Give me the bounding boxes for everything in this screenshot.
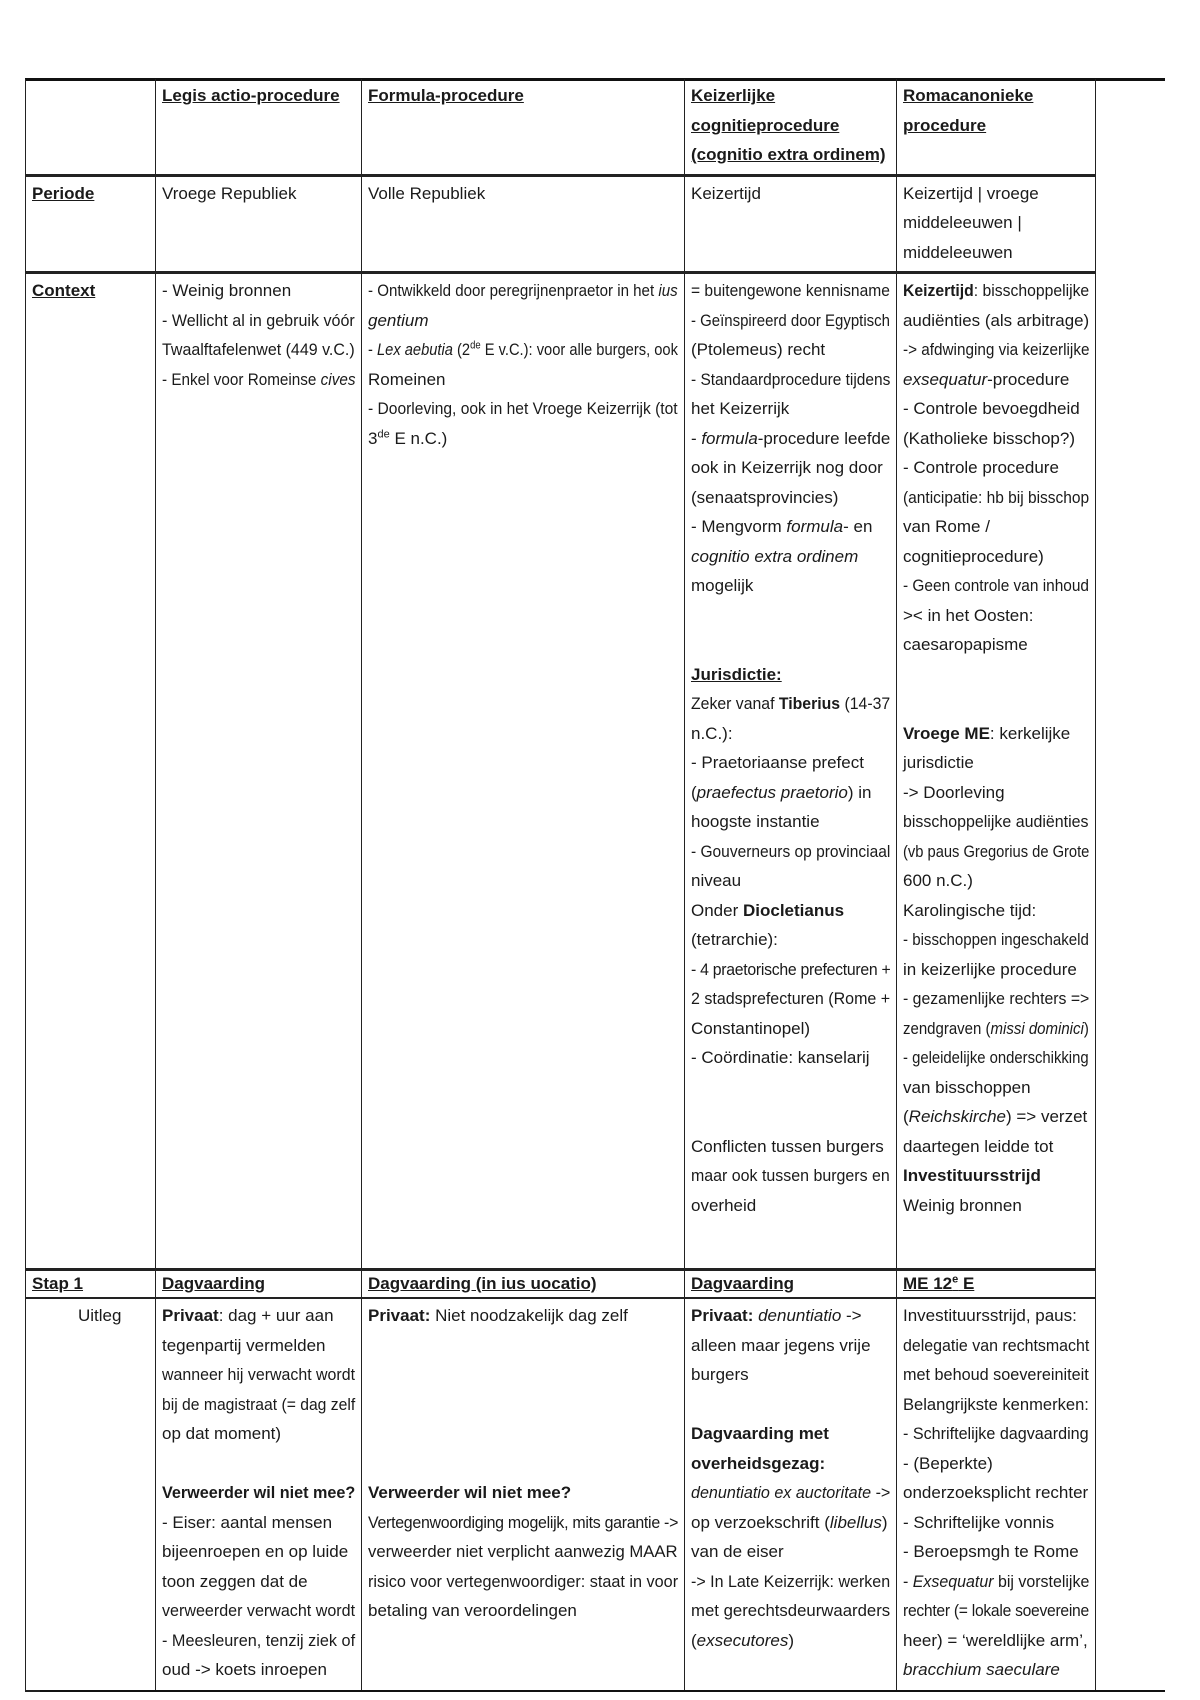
text-line: cognitio extra ordinem — [691, 546, 859, 566]
procedure-comparison-table — [25, 79, 1096, 1692]
text-segment: -> — [841, 1306, 862, 1325]
text-line: verweerder verwacht wordt — [162, 1601, 356, 1620]
header-legis-actio: Legis actio-procedure — [156, 79, 362, 175]
text-line — [368, 424, 678, 454]
text-line: wanneer hij verwacht wordt — [162, 1365, 356, 1384]
spacer — [691, 601, 890, 660]
text-line: met behoud soevereiniteit — [903, 1365, 1089, 1384]
header-line: Romacanonieke — [903, 86, 1034, 105]
periode-formula: Volle Republiek — [362, 175, 685, 273]
text-line: (tetrarchie): — [691, 930, 778, 949]
text-line: - Beroepsmgh te Rome — [903, 1542, 1079, 1561]
text-line: Romeinen — [368, 369, 446, 389]
text-line — [903, 365, 1089, 395]
text-line: -> Doorleving — [903, 782, 1005, 802]
text-line — [691, 424, 890, 454]
text-line: - Eiser: aantal mensen — [162, 1512, 333, 1532]
text-line: overheid — [691, 1195, 757, 1215]
text-segment: ) — [881, 1512, 888, 1532]
text-line: op dat moment) — [162, 1424, 282, 1443]
header-row — [26, 79, 1096, 175]
text-line: - Controle procedure — [903, 458, 1059, 477]
text-line: ook in Keizerrijk nog door — [691, 458, 883, 477]
text-line: - Standaardprocedure tijdens — [691, 369, 891, 389]
periode-legis-actio: Vroege Republiek — [156, 175, 362, 273]
text-line: - Schriftelijke vonnis — [903, 1512, 1055, 1532]
spacer — [368, 1331, 678, 1390]
text-line: Weinig bronnen — [903, 1195, 1022, 1215]
text-line: hoogste instantie — [691, 812, 820, 831]
subheading: Verweerder wil niet mee? — [162, 1483, 356, 1502]
subheading: Dagvaarding met — [691, 1424, 829, 1443]
text-segment: Privaat: — [368, 1306, 431, 1325]
text-segment: Diocletianus — [742, 900, 845, 920]
bottom-rule — [40, 1690, 1165, 1692]
subheading: overheidsgezag: — [691, 1453, 826, 1473]
text-line: bisschoppelijke audiënties — [903, 812, 1089, 831]
text-line: niveau — [691, 871, 742, 890]
spacer — [368, 1390, 678, 1449]
text-line: het Keizerrijk — [691, 399, 790, 418]
text-line: middeleeuwen — [903, 242, 1013, 262]
text-segment: - — [903, 1571, 913, 1591]
header-line: cognitieprocedure — [691, 115, 840, 135]
text-segment: Reichskirche — [908, 1107, 1006, 1126]
stap1-legis-actio: Dagvaarding — [156, 1270, 362, 1299]
text-line: oud -> koets inroepen — [162, 1660, 327, 1679]
text-line: Investituursstrijd — [903, 1166, 1041, 1185]
header-line: Keizerlijke — [691, 86, 776, 105]
text-segment: ius — [658, 281, 678, 300]
text-segment: - Enkel voor Romeinse — [162, 369, 321, 389]
header-line: (cognitio extra ordinem) — [691, 145, 886, 164]
header-line: procedure — [903, 115, 987, 135]
text-line: bracchium saeculare — [903, 1660, 1060, 1679]
text-line — [691, 1478, 890, 1508]
text-segment: Lex aebutia — [376, 340, 453, 359]
text-line: rechter (= lokale soevereine — [903, 1601, 1089, 1620]
text-line: Keizertijd | vroege — [903, 183, 1039, 203]
text-line: van bisschoppen — [903, 1077, 1031, 1097]
text-line: caesaropapisme — [903, 635, 1028, 654]
text-line: 2 stadsprefecturen (Rome + — [691, 989, 891, 1008]
text-line: middeleeuwen | — [903, 213, 1022, 232]
text-segment: Exsequatur — [912, 1571, 994, 1591]
text-line: Conflicten tussen burgers — [691, 1136, 884, 1156]
context-formula — [362, 273, 685, 1270]
text-segment: - Ontwikkeld door peregrijnenpraetor in het — [368, 281, 659, 300]
text-segment: missi dominici — [990, 1018, 1084, 1038]
jurisdictie-heading: Jurisdictie: — [691, 664, 782, 684]
superscript: de — [470, 339, 481, 352]
text-line: - 4 praetorische prefecturen + — [691, 959, 891, 979]
text-segment: op verzoekschrift ( — [691, 1512, 830, 1532]
header-romacanonieke — [897, 79, 1096, 175]
text-line: 600 n.C.) — [903, 871, 973, 890]
text-line: burgers — [691, 1365, 749, 1384]
spacer — [162, 1449, 355, 1479]
text-line — [162, 365, 355, 395]
text-line: tegenpartij vermelden — [162, 1335, 326, 1355]
header-cognitio — [685, 79, 897, 175]
text-segment: ( — [691, 1630, 697, 1650]
text-line: - Praetoriaanse prefect — [691, 753, 864, 772]
text-line: cognitieprocedure) — [903, 546, 1044, 566]
text-line: gentium — [368, 310, 429, 330]
text-line: (vb paus Gregorius de Grote — [903, 841, 1090, 861]
text-segment: exsecutores — [696, 1630, 789, 1650]
text-line: -> In Late Keizerrijk: werken — [691, 1571, 891, 1591]
text-line: jurisdictie — [903, 753, 974, 772]
text-segment: -> — [871, 1483, 891, 1502]
text-segment: Privaat — [162, 1306, 219, 1325]
stap1-row — [26, 1270, 1096, 1299]
text-line — [162, 1301, 355, 1331]
text-line: - Wellicht al in gebruik vóór — [162, 310, 355, 330]
text-line — [691, 1508, 890, 1538]
text-line — [691, 512, 890, 542]
text-line: audiënties (als arbitrage) — [903, 310, 1090, 330]
text-segment: Privaat: — [691, 1306, 754, 1325]
periode-row — [26, 175, 1096, 273]
text-segment: denuntiatio — [753, 1306, 842, 1325]
text-line: daartegen leidde tot — [903, 1136, 1054, 1156]
text-segment: E — [958, 1274, 975, 1293]
text-line: van de eiser — [691, 1542, 784, 1561]
uitleg-cognitio — [685, 1298, 897, 1691]
periode-cognitio: Keizertijd — [685, 175, 897, 273]
text-line: Vertegenwoordiging mogelijk, mits garantie -> — [368, 1512, 679, 1532]
text-segment: ( — [903, 1107, 909, 1126]
text-line: - geleidelijke onderschikking — [903, 1048, 1089, 1067]
text-line: Belangrijkste kenmerken: — [903, 1394, 1089, 1414]
uitleg-formula — [362, 1298, 685, 1691]
row-label-periode: Periode — [26, 175, 156, 273]
stap1-cognitio: Dagvaarding — [685, 1270, 897, 1299]
text-segment: formula — [701, 428, 758, 448]
text-line — [903, 719, 1089, 749]
text-segment: Vroege ME — [903, 723, 990, 743]
stap1-formula: Dagvaarding (in ius uocatio) — [362, 1270, 685, 1299]
text-segment: : dag + uur aan — [218, 1306, 334, 1325]
text-segment: : bisschoppelijke — [973, 281, 1090, 300]
text-line — [368, 1301, 678, 1331]
text-line: mogelijk — [691, 576, 754, 595]
text-segment: exsequatur — [903, 369, 988, 389]
spacer — [903, 660, 1089, 719]
superscript: de — [377, 427, 390, 440]
stap1-romacanonieke — [897, 1270, 1096, 1299]
text-segment: -procedure — [987, 369, 1070, 389]
text-segment: zendgraven ( — [903, 1018, 991, 1038]
text-line: toon zeggen dat de — [162, 1571, 308, 1591]
text-segment: bij vorstelijke — [993, 1571, 1090, 1591]
text-line: - Coördinatie: kanselarij — [691, 1048, 870, 1067]
text-line: - Controle bevoegdheid — [903, 399, 1080, 418]
text-segment: cives — [320, 369, 356, 389]
superscript: e — [952, 1273, 959, 1286]
subheading: Verweerder wil niet mee? — [368, 1483, 572, 1502]
text-line: Constantinopel) — [691, 1018, 811, 1038]
text-line: Karolingische tijd: — [903, 900, 1037, 920]
text-segment: 3 — [368, 428, 378, 448]
text-segment: ) => verzet — [1005, 1107, 1088, 1126]
text-line: bijeenroepen en op luide — [162, 1542, 349, 1561]
text-line: - bisschoppen ingeschakeld — [903, 930, 1089, 949]
context-legis-actio — [156, 273, 362, 1270]
text-line: -> afdwinging via keizerlijke — [903, 340, 1090, 359]
text-segment: libellus — [829, 1512, 882, 1532]
row-label-uitleg: Uitleg — [26, 1298, 156, 1691]
text-line: heer) = ‘wereldlijke arm’, — [903, 1630, 1088, 1650]
text-segment: Keizertijd — [903, 281, 974, 300]
text-segment: ( — [691, 782, 697, 802]
text-line: onderzoeksplicht rechter — [903, 1483, 1089, 1502]
text-line: - Gouverneurs op provinciaal — [691, 841, 891, 861]
header-formula: Formula-procedure — [362, 79, 685, 175]
text-segment: E n.C.) — [389, 428, 448, 448]
text-line: alleen maar jegens vrije — [691, 1335, 871, 1355]
text-line — [903, 276, 1089, 306]
text-line: - Weinig bronnen — [162, 281, 292, 300]
text-line — [903, 1102, 1089, 1132]
text-line — [368, 276, 678, 306]
header-empty-cell — [26, 79, 156, 175]
context-romacanonieke — [897, 273, 1096, 1270]
text-segment: - en — [843, 517, 873, 536]
text-line: - gezamenlijke rechters => — [903, 989, 1090, 1008]
text-segment: (14-37 — [840, 694, 891, 713]
text-line — [903, 1014, 1089, 1044]
text-segment: Niet noodzakelijk dag zelf — [430, 1306, 628, 1325]
text-segment: praefectus praetorio — [696, 782, 848, 802]
text-line: met gerechtsdeurwaarders — [691, 1601, 891, 1620]
text-segment: : kerkelijke — [989, 723, 1071, 743]
text-line: (Ptolemeus) recht — [691, 340, 826, 359]
text-line: maar ook tussen burgers en — [691, 1166, 890, 1185]
text-line: n.C.): — [691, 723, 733, 743]
text-line: - (Beperkte) — [903, 1453, 993, 1473]
text-line — [691, 896, 890, 926]
text-line: - Geïnspireerd door Egyptisch — [691, 310, 890, 330]
text-line: = buitengewone kennisname — [691, 281, 890, 300]
uitleg-row — [26, 1298, 1096, 1691]
text-segment: Tiberius — [778, 694, 841, 713]
row-label-context: Context — [26, 273, 156, 1270]
text-line: bij de magistraat (= dag zelf — [162, 1394, 356, 1414]
text-line: - Geen controle van inhoud — [903, 576, 1090, 595]
text-segment: - Mengvorm — [691, 517, 787, 536]
text-line: - Doorleving, ook in het Vroege Keizerrijk (tot — [368, 399, 678, 418]
text-line: - Meesleuren, tenzij ziek of — [162, 1630, 356, 1650]
text-line: - Schriftelijke dagvaarding — [903, 1424, 1089, 1443]
text-segment: E v.C.): voor alle burgers, ook — [480, 340, 678, 359]
text-line — [368, 335, 678, 365]
text-line: verweerder niet verplicht aanwezig MAAR — [368, 1542, 678, 1561]
spacer — [691, 1073, 890, 1132]
context-cognitio — [685, 273, 897, 1270]
text-line: betaling van veroordelingen — [368, 1601, 577, 1620]
text-line — [691, 689, 890, 719]
text-line — [691, 1626, 890, 1656]
text-segment: ME 12 — [903, 1274, 953, 1293]
spacer — [368, 1449, 678, 1479]
text-segment: - — [368, 340, 377, 359]
text-segment: denuntiatio ex auctoritate — [691, 1483, 872, 1502]
text-segment: (2 — [452, 340, 471, 359]
text-segment: ) — [788, 1630, 795, 1650]
text-line: risico voor vertegenwoordiger: staat in voor — [368, 1571, 679, 1591]
text-line: van Rome / — [903, 517, 990, 536]
periode-romacanonieke — [897, 175, 1096, 273]
uitleg-romacanonieke — [897, 1298, 1096, 1691]
text-line — [691, 1301, 890, 1331]
text-segment: ) — [1083, 1018, 1089, 1038]
uitleg-legis-actio — [156, 1298, 362, 1691]
context-row — [26, 273, 1096, 1270]
text-line: (senaatsprovincies) — [691, 487, 839, 507]
text-line: (anticipatie: hb bij bisschop — [903, 487, 1090, 507]
text-segment: Zeker vanaf — [691, 694, 779, 713]
text-line: (Katholieke bisschop?) — [903, 428, 1075, 448]
text-line — [903, 1567, 1089, 1597]
text-segment: ) in — [847, 782, 872, 802]
text-segment: formula — [786, 517, 844, 536]
row-label-stap1: Stap 1 — [26, 1270, 156, 1299]
text-line: Investituursstrijd, paus: — [903, 1306, 1077, 1325]
text-line: delegatie van rechtsmacht — [903, 1335, 1090, 1355]
text-segment: -procedure leefde — [757, 428, 891, 448]
text-line: in keizerlijke procedure — [903, 959, 1077, 979]
text-line: Twaalftafelenwet (449 v.C.) — [162, 340, 355, 359]
text-segment: Onder — [691, 900, 743, 920]
text-line: >< in het Oosten: — [903, 605, 1034, 625]
spacer — [691, 1390, 890, 1420]
text-segment: - — [691, 428, 702, 448]
text-line — [691, 778, 890, 808]
